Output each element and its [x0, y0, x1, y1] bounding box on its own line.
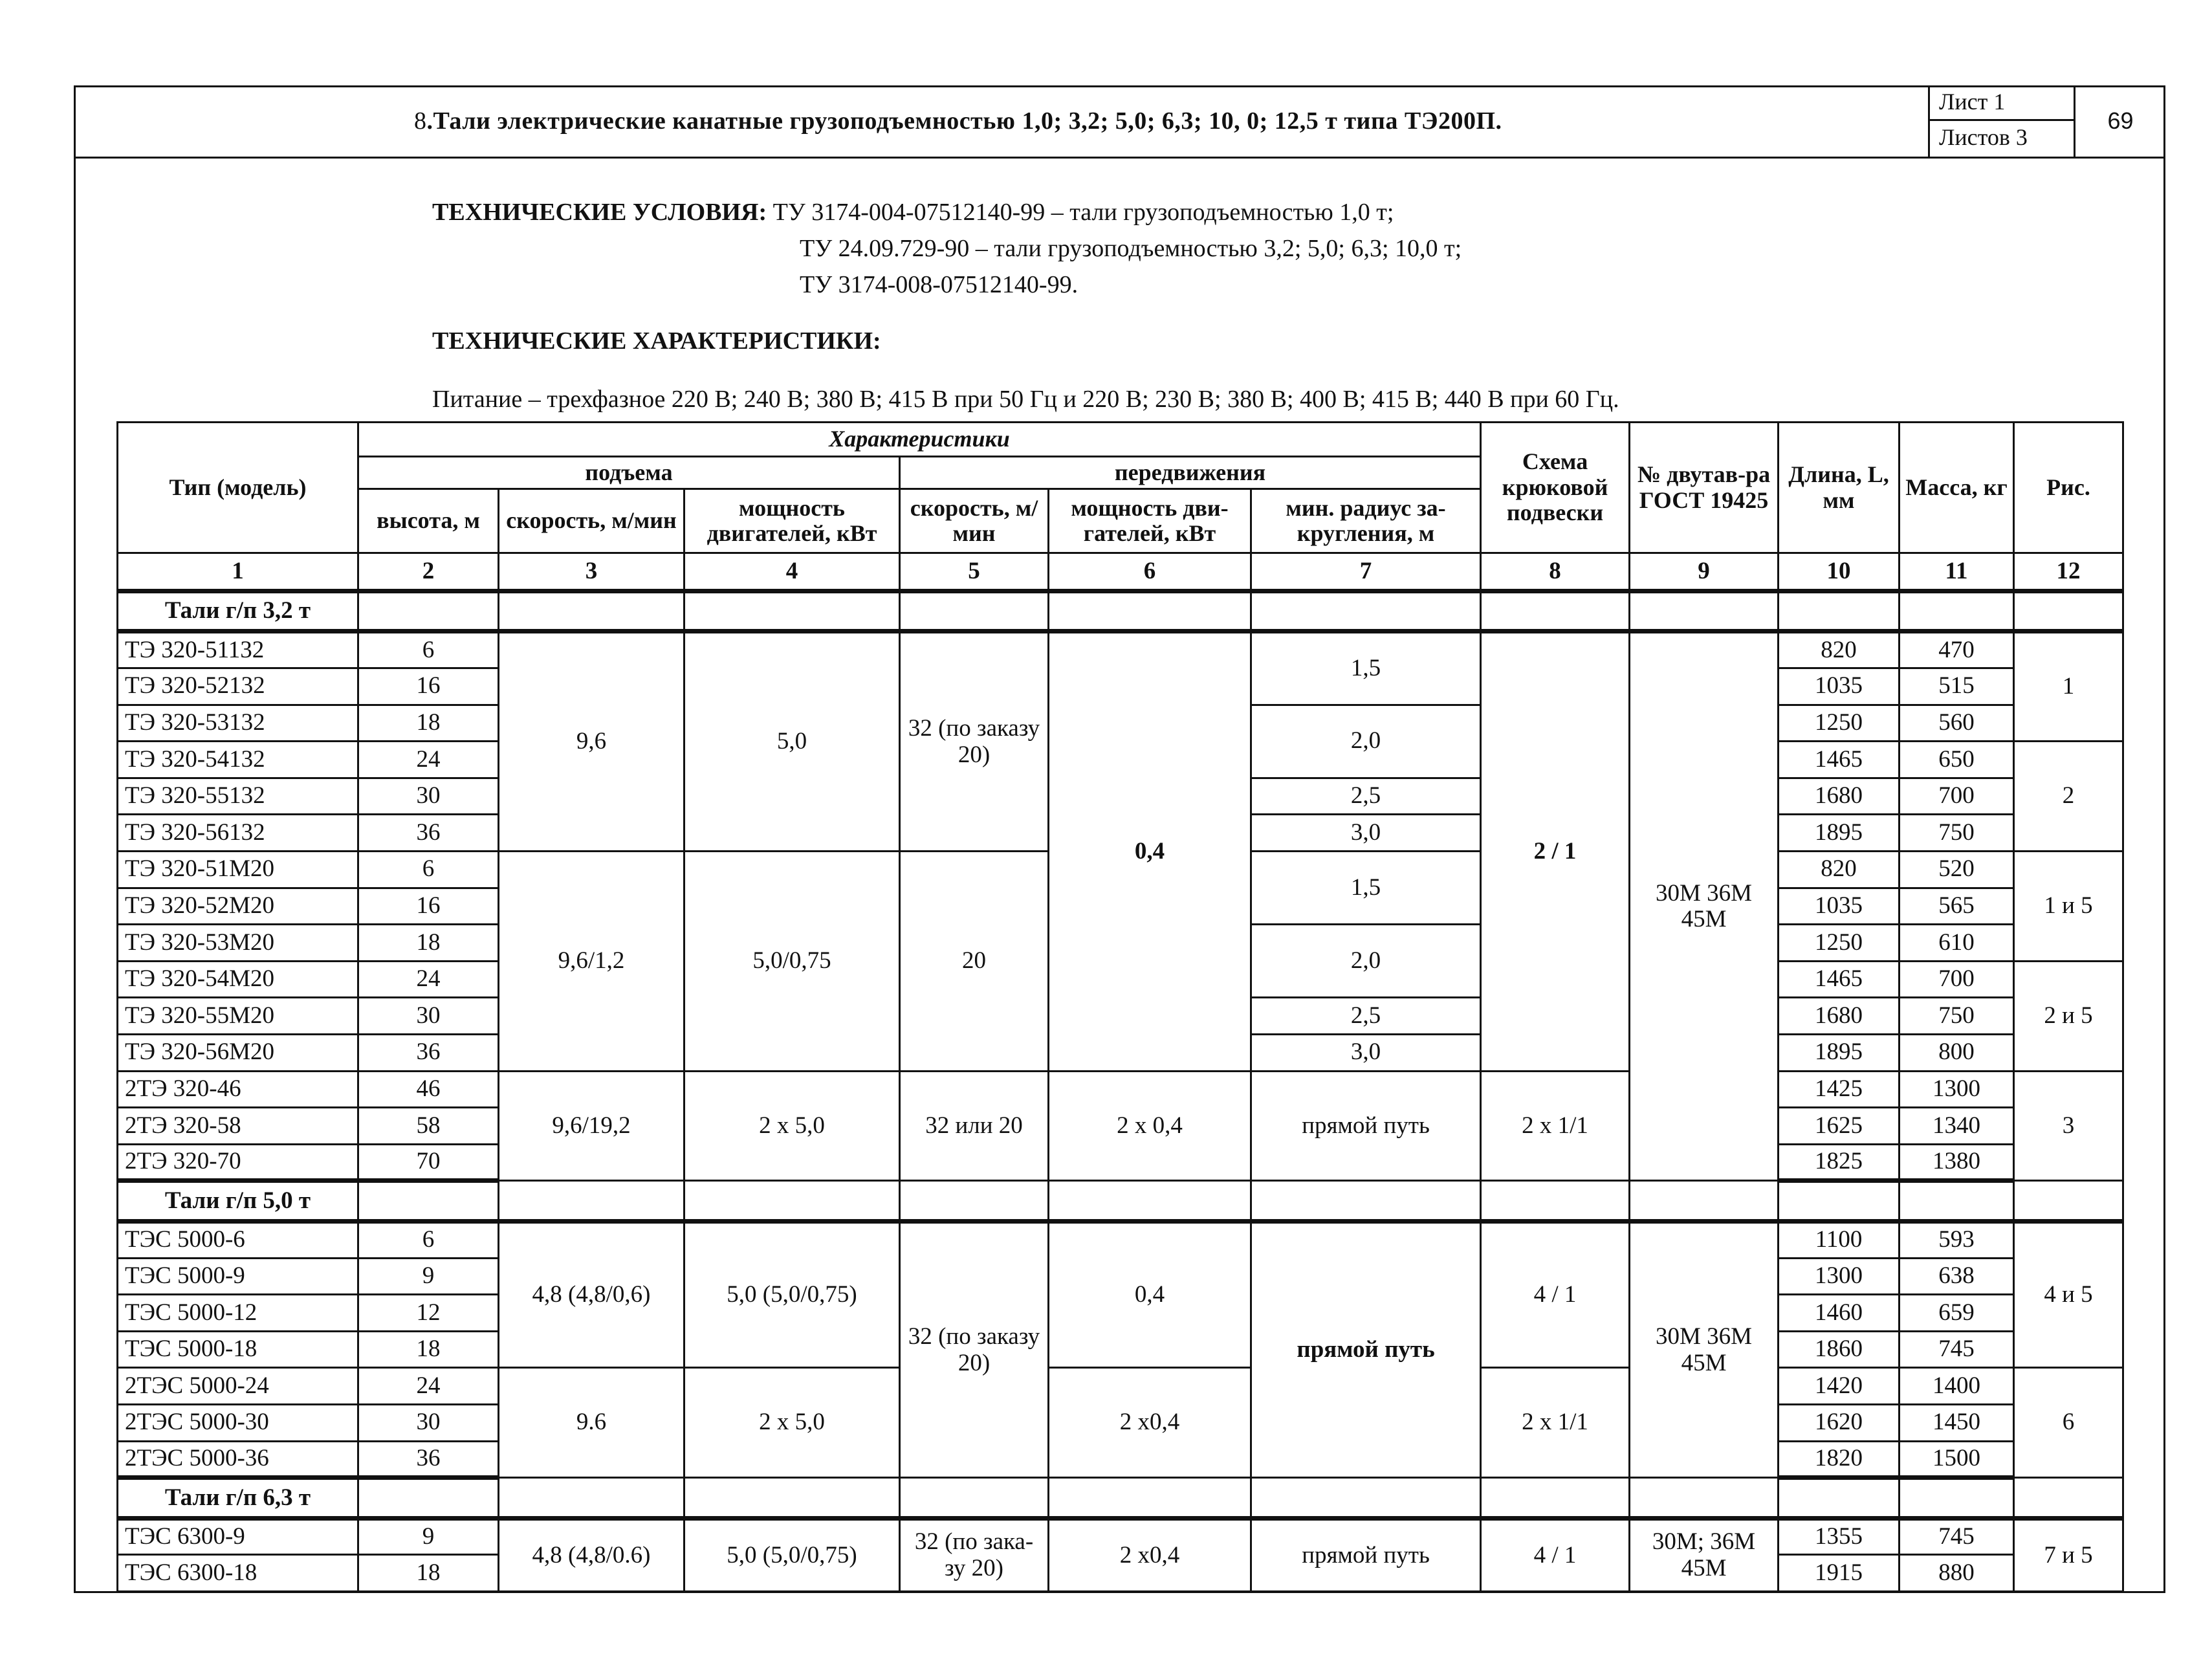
- travel-speed-cell: 32 (по зака-зу 20): [900, 1518, 1049, 1591]
- beam-header: № двутав-ра ГОСТ 19425: [1630, 423, 1779, 553]
- beam-cell: 30М 36М 45М: [1630, 1221, 1779, 1477]
- model-cell: ТЭ 320-55М20: [118, 998, 358, 1035]
- model-cell: ТЭ 320-51132: [118, 632, 358, 668]
- height-cell: 36: [358, 1441, 499, 1478]
- radius-cell: 3,0: [1251, 1034, 1481, 1071]
- model-cell: 2ТЭС 5000-30: [118, 1404, 358, 1441]
- tech-conditions-line3: ТУ 3174-008-07512140-99.: [800, 271, 1079, 298]
- figure-cell: 1: [2014, 632, 2123, 742]
- lift-power-cell: 5,0/0,75: [684, 851, 900, 1071]
- mass-cell: 750: [1900, 998, 2014, 1035]
- figure-cell: 3: [2014, 1071, 2123, 1181]
- model-cell: 2ТЭС 5000-24: [118, 1368, 358, 1405]
- radius-cell: прямой путь: [1251, 1221, 1481, 1477]
- mass-cell: 610: [1900, 925, 2014, 962]
- height-cell: 6: [358, 632, 499, 668]
- height-cell: 16: [358, 888, 499, 925]
- mass-cell: 659: [1900, 1295, 2014, 1332]
- travel-speed-header: скорость, м/мин: [900, 489, 1049, 553]
- model-cell: ТЭ 320-53М20: [118, 925, 358, 962]
- length-cell: 1680: [1779, 998, 1900, 1035]
- lift-power-cell: 5,0: [684, 632, 900, 852]
- radius-cell: прямой путь: [1251, 1071, 1481, 1181]
- hook-scheme-cell: 4 / 1: [1481, 1221, 1630, 1367]
- length-cell: 820: [1779, 851, 1900, 888]
- mass-cell: 1340: [1900, 1108, 2014, 1145]
- height-cell: 58: [358, 1108, 499, 1145]
- sheet-label: Лист 1: [1928, 85, 2075, 121]
- radius-cell: 2,5: [1251, 998, 1481, 1035]
- mass-cell: 565: [1900, 888, 2014, 925]
- mass-cell: 515: [1900, 668, 2014, 705]
- lift-speed-cell: 9,6/19,2: [499, 1071, 684, 1181]
- model-cell: ТЭС 6300-9: [118, 1518, 358, 1555]
- travel-speed-cell: 20: [900, 851, 1049, 1071]
- group-heading: Тали г/п 6,3 т: [118, 1478, 358, 1519]
- hook-scheme-cell: 2 x 1/1: [1481, 1368, 1630, 1478]
- height-header: высота, м: [358, 489, 499, 553]
- height-cell: 30: [358, 1404, 499, 1441]
- col-number: 8: [1481, 553, 1630, 591]
- height-cell: 16: [358, 668, 499, 705]
- length-cell: 1035: [1779, 888, 1900, 925]
- mass-cell: 650: [1900, 742, 2014, 778]
- tech-conditions-line1: ТУ 3174-004-07512140-99 – тали грузоподъемностью 1,0 т;: [772, 199, 1394, 226]
- model-cell: ТЭС 5000-6: [118, 1221, 358, 1258]
- length-cell: 820: [1779, 632, 1900, 668]
- col-number: 7: [1251, 553, 1481, 591]
- length-cell: 1250: [1779, 705, 1900, 742]
- height-cell: 36: [358, 1034, 499, 1071]
- col-number: 12: [2014, 553, 2123, 591]
- page-number: 69: [2074, 85, 2165, 157]
- height-cell: 24: [358, 742, 499, 778]
- col-number: 6: [1049, 553, 1251, 591]
- lift-speed-cell: 9,6/1,2: [499, 851, 684, 1071]
- lift-speed-cell: 9,6: [499, 632, 684, 852]
- lifting-header: подъема: [358, 456, 900, 489]
- length-cell: 1625: [1779, 1108, 1900, 1145]
- lift-power-cell: 5,0 (5,0/0,75): [684, 1518, 900, 1591]
- height-cell: 24: [358, 1368, 499, 1405]
- specs-table: [116, 421, 2124, 1592]
- hook-scheme-cell: 2 / 1: [1481, 632, 1630, 1071]
- mass-cell: 745: [1900, 1518, 2014, 1555]
- length-cell: 1035: [1779, 668, 1900, 705]
- col-number: 2: [358, 553, 499, 591]
- height-cell: 6: [358, 1221, 499, 1258]
- length-cell: 1895: [1779, 815, 1900, 852]
- col-number: 3: [499, 553, 684, 591]
- height-cell: 18: [358, 1555, 499, 1592]
- model-cell: ТЭ 320-51М20: [118, 851, 358, 888]
- lift-speed-cell: 4,8 (4,8/0.6): [499, 1518, 684, 1591]
- col-type-header: Тип (модель): [118, 423, 358, 553]
- mass-cell: 1400: [1900, 1368, 2014, 1405]
- height-cell: 36: [358, 815, 499, 852]
- lift-speed-header: скорость, м/мин: [499, 489, 684, 553]
- mass-cell: 638: [1900, 1258, 2014, 1295]
- height-cell: 9: [358, 1518, 499, 1555]
- figure-cell: 2: [2014, 742, 2123, 852]
- mass-cell: 1380: [1900, 1144, 2014, 1181]
- radius-cell: 1,5: [1251, 851, 1481, 924]
- hook-scheme-cell: 4 / 1: [1481, 1518, 1630, 1591]
- mass-cell: 745: [1900, 1331, 2014, 1368]
- travel-power-cell: 2 x 0,4: [1049, 1071, 1251, 1181]
- tech-conditions-line2: ТУ 24.09.729-90 – тали грузоподъемностью 3,2; 5,0; 6,3; 10,0 т;: [800, 235, 1462, 262]
- lift-power-header: мощность двигателей, кВт: [684, 489, 900, 553]
- characteristics-header: Характеристики: [358, 423, 1481, 457]
- height-cell: 18: [358, 705, 499, 742]
- travel-speed-cell: 32 (по заказу 20): [900, 1221, 1049, 1477]
- length-cell: 1915: [1779, 1555, 1900, 1592]
- mass-cell: 1300: [1900, 1071, 2014, 1108]
- lift-power-cell: 2 x 5,0: [684, 1368, 900, 1478]
- model-cell: ТЭС 5000-18: [118, 1331, 358, 1368]
- figure-cell: 7 и 5: [2014, 1518, 2123, 1591]
- figure-cell: 6: [2014, 1368, 2123, 1478]
- radius-cell: прямой путь: [1251, 1518, 1481, 1591]
- mass-cell: 593: [1900, 1221, 2014, 1258]
- document-title: 8.Тали электрические канатные грузоподъемностью 1,0; 3,2; 5,0; 6,3; 10, 0; 12,5 т типа ТЭ200П.: [414, 107, 1502, 135]
- figure-cell: 2 и 5: [2014, 961, 2123, 1071]
- col-number: 9: [1630, 553, 1779, 591]
- mass-cell: 470: [1900, 632, 2014, 668]
- power-supply-line: Питание – трехфазное 220 В; 240 В; 380 В; 415 В при 50 Гц и 220 В; 230 В; 380 В; 400 В; 415 В; 440 В при 60 Гц.: [432, 386, 1619, 413]
- model-cell: 2ТЭ 320-58: [118, 1108, 358, 1145]
- travel-power-cell: 2 x0,4: [1049, 1368, 1251, 1478]
- height-cell: 30: [358, 778, 499, 815]
- sheets-count-label: Листов 3: [1928, 121, 2075, 157]
- length-cell: 1420: [1779, 1368, 1900, 1405]
- mass-header: Масса, кг: [1900, 423, 2014, 553]
- length-cell: 1620: [1779, 1404, 1900, 1441]
- length-cell: 1820: [1779, 1441, 1900, 1478]
- tech-specs-heading: ТЕХНИЧЕСКИЕ ХАРАКТЕРИСТИКИ:: [432, 327, 881, 355]
- col-number: 5: [900, 553, 1049, 591]
- mass-cell: 880: [1900, 1555, 2014, 1592]
- col-number: 11: [1900, 553, 2014, 591]
- length-cell: 1355: [1779, 1518, 1900, 1555]
- length-cell: 1425: [1779, 1071, 1900, 1108]
- height-cell: 46: [358, 1071, 499, 1108]
- model-cell: ТЭ 320-52М20: [118, 888, 358, 925]
- travel-power-cell: 2 x0,4: [1049, 1518, 1251, 1591]
- height-cell: 30: [358, 998, 499, 1035]
- mass-cell: 520: [1900, 851, 2014, 888]
- group-heading: Тали г/п 3,2 т: [118, 591, 358, 632]
- height-cell: 9: [358, 1258, 499, 1295]
- height-cell: 24: [358, 961, 499, 998]
- lift-speed-cell: 9.6: [499, 1368, 684, 1478]
- beam-cell: 30М 36М 45М: [1630, 632, 1779, 1181]
- travel-power-header: мощность дви-гателей, кВт: [1049, 489, 1251, 553]
- lift-power-cell: 5,0 (5,0/0,75): [684, 1221, 900, 1367]
- model-cell: ТЭ 320-55132: [118, 778, 358, 815]
- length-cell: 1860: [1779, 1331, 1900, 1368]
- height-cell: 70: [358, 1144, 499, 1181]
- hook-scheme-header: Схема крюковой подвески: [1481, 423, 1630, 553]
- header-divider: [74, 157, 2165, 159]
- length-cell: 1465: [1779, 961, 1900, 998]
- model-cell: 2ТЭС 5000-36: [118, 1441, 358, 1478]
- mass-cell: 1450: [1900, 1404, 2014, 1441]
- model-cell: 2ТЭ 320-70: [118, 1144, 358, 1181]
- length-header: Длина, L, мм: [1779, 423, 1900, 553]
- model-cell: ТЭС 5000-9: [118, 1258, 358, 1295]
- model-cell: ТЭ 320-54132: [118, 742, 358, 778]
- col-number: 4: [684, 553, 900, 591]
- length-cell: 1250: [1779, 925, 1900, 962]
- model-cell: ТЭ 320-54М20: [118, 961, 358, 998]
- mass-cell: 560: [1900, 705, 2014, 742]
- length-cell: 1825: [1779, 1144, 1900, 1181]
- col-number: 10: [1779, 553, 1900, 591]
- travel-speed-cell: 32 (по заказу 20): [900, 632, 1049, 852]
- col-number: 1: [118, 553, 358, 591]
- travel-speed-cell: 32 или 20: [900, 1071, 1049, 1181]
- model-cell: ТЭ 320-56132: [118, 815, 358, 852]
- radius-cell: 2,0: [1251, 925, 1481, 998]
- mass-cell: 1500: [1900, 1441, 2014, 1478]
- min-radius-header: мин. радиус за-кругления, м: [1251, 489, 1481, 553]
- height-cell: 18: [358, 925, 499, 962]
- length-cell: 1895: [1779, 1034, 1900, 1071]
- lift-power-cell: 2 x 5,0: [684, 1071, 900, 1181]
- length-cell: 1100: [1779, 1221, 1900, 1258]
- beam-cell: 30М; 36М 45М: [1630, 1518, 1779, 1591]
- length-cell: 1465: [1779, 742, 1900, 778]
- radius-cell: 2,0: [1251, 705, 1481, 778]
- mass-cell: 700: [1900, 961, 2014, 998]
- height-cell: 12: [358, 1295, 499, 1332]
- model-cell: ТЭ 320-52132: [118, 668, 358, 705]
- length-cell: 1460: [1779, 1295, 1900, 1332]
- travel-power-cell: 0,4: [1049, 632, 1251, 1071]
- model-cell: ТЭС 5000-12: [118, 1295, 358, 1332]
- figure-header: Рис.: [2014, 423, 2123, 553]
- lift-speed-cell: 4,8 (4,8/0,6): [499, 1221, 684, 1367]
- length-cell: 1300: [1779, 1258, 1900, 1295]
- radius-cell: 3,0: [1251, 815, 1481, 852]
- model-cell: 2ТЭ 320-46: [118, 1071, 358, 1108]
- height-cell: 18: [358, 1331, 499, 1368]
- tech-conditions: [432, 194, 1462, 303]
- model-cell: ТЭ 320-53132: [118, 705, 358, 742]
- mass-cell: 800: [1900, 1034, 2014, 1071]
- model-cell: ТЭ 320-56М20: [118, 1034, 358, 1071]
- radius-cell: 1,5: [1251, 632, 1481, 705]
- height-cell: 6: [358, 851, 499, 888]
- travel-header: передвижения: [900, 456, 1481, 489]
- travel-power-cell: 0,4: [1049, 1221, 1251, 1367]
- radius-cell: 2,5: [1251, 778, 1481, 815]
- hook-scheme-cell: 2 x 1/1: [1481, 1071, 1630, 1181]
- mass-cell: 750: [1900, 815, 2014, 852]
- group-heading: Тали г/п 5,0 т: [118, 1181, 358, 1222]
- tech-conditions-label: ТЕХНИЧЕСКИЕ УСЛОВИЯ:: [432, 199, 767, 226]
- figure-cell: 1 и 5: [2014, 851, 2123, 961]
- figure-cell: 4 и 5: [2014, 1221, 2123, 1367]
- length-cell: 1680: [1779, 778, 1900, 815]
- sheet-info-box: [1928, 85, 2165, 157]
- mass-cell: 700: [1900, 778, 2014, 815]
- model-cell: ТЭС 6300-18: [118, 1555, 358, 1592]
